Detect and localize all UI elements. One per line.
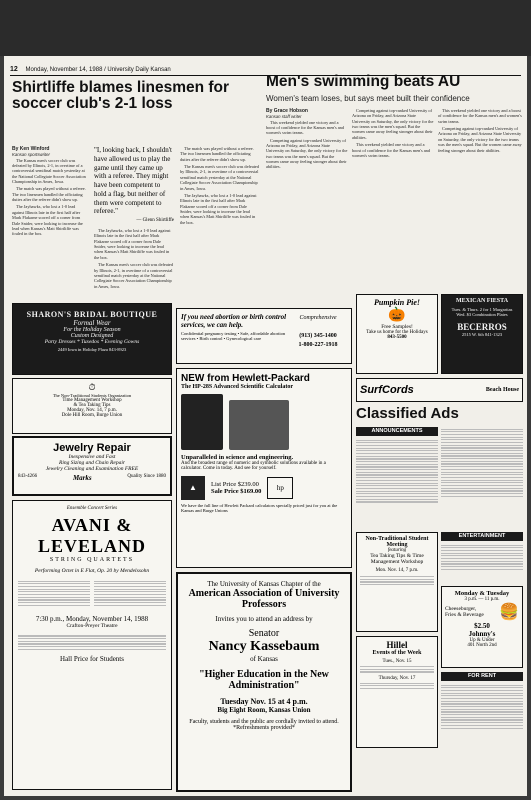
classified-entertainment-header: ENTERTAINMENT bbox=[441, 532, 523, 541]
hp-logo-icon: hp bbox=[267, 477, 293, 499]
ad-jewelry-footer bbox=[18, 474, 166, 482]
soccer-paragraph: The match was played without a referee. The two linesmen handled the officiating duties after the referee didn't show up. bbox=[12, 186, 86, 203]
ad-johnnys bbox=[441, 586, 523, 668]
clock-icon: ⏱ bbox=[88, 382, 96, 392]
ad-hp-title: NEW from Hewlett-Packard bbox=[181, 373, 310, 384]
ad-quartet-program: Performing Octet in E Flat, Op. 20 by Mendelssohn bbox=[34, 568, 150, 574]
ad-johnnys-special: Cheeseburger, Fries & Beverage bbox=[445, 606, 484, 618]
ad-ntso-workshop bbox=[12, 378, 172, 434]
ad-health-body: Confidential pregnancy testing • Safe, affordable abortion services • Birth control • Gynecological care bbox=[181, 331, 286, 341]
ad-health-phone-2: 1-800-227-1918 bbox=[298, 342, 338, 348]
swim-byline bbox=[266, 108, 348, 120]
viewer-background bbox=[0, 0, 531, 56]
ad-johnnys-sub: Up & Under bbox=[469, 638, 495, 643]
ad-jewelry-store: Marks bbox=[72, 474, 92, 482]
ad-ntso-line: Monday, Nov. 14, 7 p.m. bbox=[67, 408, 117, 413]
ad-hp-note: We have the full line of Hewlett Packard calculators specially priced just for you at the Kansas and Burge Unions bbox=[181, 503, 338, 513]
ad-hillel bbox=[356, 636, 438, 748]
swim-paragraph: This weekend yielded one victory and a boost of confidence for the Kansas men's and women's swim teams. bbox=[352, 142, 430, 158]
ad-jewelry-phone: 843-4266 bbox=[18, 474, 38, 479]
ad-hp-body: And the broadest range of numeric and symbolic solutions available in a calculator. Come in today. And see for yourself. bbox=[181, 461, 326, 471]
page-number: 12 bbox=[10, 66, 18, 73]
entertainment-column bbox=[441, 543, 523, 583]
ad-aaup-invite: Invites you to attend an address by bbox=[215, 615, 313, 623]
soccer-headline: Shirtliffe blames linesmen for soccer club's 2-1 loss bbox=[12, 79, 230, 113]
swim-column-2 bbox=[352, 108, 434, 304]
roster-right bbox=[94, 579, 166, 607]
classified-title: Classified Ads bbox=[356, 405, 459, 422]
ad-aaup-date: Tuesday Nov. 15 at 4 p.m. bbox=[220, 697, 308, 706]
pullquote-text: "I, looking back, I shouldn't have allowed us to play the game until they came up with a referee. They might have been competent to hold a flag, but neither of them were competent to referee." bbox=[94, 146, 172, 216]
classified-column-2 bbox=[441, 427, 523, 527]
swim-paragraph: Competing against top-ranked University of Arizona on Friday, and Arizona State University on Saturday, the only victory for the two teams was the men's squad. But the women came away feeling stronger about their abilities. bbox=[266, 137, 348, 170]
calculator-icon bbox=[181, 394, 223, 450]
ad-quartet-time: 7:30 p.m., Monday, November 14, 1988 bbox=[35, 615, 149, 624]
newspaper-page bbox=[4, 56, 527, 796]
ad-ntso-line: Dole Hill Room, Burge Union bbox=[61, 413, 123, 418]
ad-ntso-meeting-title: Non-Traditional Student Meeting bbox=[365, 536, 429, 548]
ad-aaup-footer: Faculty, students and the public are cordially invited to attend. *Refreshments provided* bbox=[189, 719, 339, 731]
soccer-paragraph: The Kansas men's soccer club was defeated by Illinois, 2-1, in overtime of a controversial semifinal match yesterday at the National Collegiate Soccer Association Championship in Ames, Iowa. bbox=[94, 262, 173, 289]
ad-health-org: Comprehensive bbox=[299, 315, 337, 321]
for-rent-column bbox=[441, 683, 523, 753]
soccer-byline-title: Kansan sportswriter bbox=[12, 152, 50, 158]
ad-pumpkin-pie bbox=[356, 294, 438, 374]
soccer-paragraph: The Jayhawks, who lost a 1-0 lead against Illinois late in the first half after Mark Flakarne scored off a corner from Dale Snider, were looking to increase the lead when Kansas's Matt Shirtliffe was fouled in the box. bbox=[94, 228, 171, 260]
ad-sharons-line: For the Holiday Season bbox=[63, 327, 121, 333]
ku-logo-icon: ▲ bbox=[181, 476, 205, 500]
ad-jewelry-line: Jewelry Cleaning and Examination FREE bbox=[45, 466, 139, 472]
ad-aaup-senator: Nancy Kassebaum bbox=[208, 639, 320, 654]
pullquote-attribution: — Glenn Shirtliffe bbox=[136, 218, 174, 222]
pumpkin-icon: 🎃 bbox=[388, 308, 406, 323]
ad-hillel-title: Events of the Week bbox=[372, 650, 422, 656]
soccer-pullquote bbox=[94, 146, 174, 222]
classified-announcements-header: ANNOUNCEMENTS bbox=[356, 427, 438, 436]
ad-sharons-bridal bbox=[12, 303, 172, 375]
page-header bbox=[10, 66, 171, 73]
ad-aaup-state: of Kansas bbox=[250, 655, 278, 663]
ad-hp-sale-price: Sale Price $169.00 bbox=[211, 488, 262, 495]
ad-johnnys-address: 401 North 2nd bbox=[467, 643, 497, 648]
ad-pumpkin-line: Take us home for the Holidays bbox=[366, 330, 428, 335]
ad-jewelry-tagline: Quality Since 1880 bbox=[127, 474, 166, 479]
ad-quartet-name: LEVELAND bbox=[37, 536, 147, 556]
ad-ntso-meeting-line: Tea Taking Tips & Time Management Workshop bbox=[370, 553, 424, 565]
ad-jewelry-title: Jewelry Repair bbox=[53, 442, 131, 454]
ad-pumpkin-phone: 843-5500 bbox=[387, 335, 407, 340]
ad-aaup-place: Big Eight Room, Kansas Union bbox=[217, 706, 311, 714]
ad-sharons-line: Formal Wear bbox=[73, 319, 111, 327]
ad-becerros-line: Wed. $3 Combination Plates bbox=[456, 312, 508, 317]
roster-left bbox=[18, 579, 90, 607]
ad-quartet-rosters bbox=[18, 579, 166, 607]
swim-column-1 bbox=[266, 108, 348, 304]
soccer-paragraph: The Kansas men's soccer club was defeated by Illinois, 2-1, in overtime of a controversial semifinal match yesterday at the National Collegiate Soccer Association Championship in Ames, Iowa. bbox=[12, 157, 86, 185]
ad-jewelry-line: Ring Sizing and Chain Repair bbox=[59, 460, 125, 466]
ad-hp-subtitle: The HP-28S Advanced Scientific Calculator bbox=[181, 384, 293, 390]
classified-for-rent-header: FOR RENT bbox=[441, 672, 523, 681]
ad-aaup-topic: "Higher Education in the New Administration" bbox=[199, 669, 329, 691]
soccer-paragraph: The Jayhawks, who lost a 1-0 lead against Illinois late in the first half after Mark Flakarne scored off a corner from Dale Snider, were looking to increase the lead when Kansas's Matt Shirtliffe was fouled in the box. bbox=[180, 192, 257, 225]
ad-becerros-address: 2515 W. 6th 841-1323 bbox=[461, 332, 503, 337]
swim-byline-name: By Grace Hobson bbox=[266, 108, 308, 114]
soccer-byline bbox=[12, 146, 88, 158]
ad-hp-visual bbox=[181, 394, 347, 450]
ad-johnnys-price: $2.50 bbox=[474, 622, 490, 630]
ad-sharons-name: SHARON'S BRIDAL BOUTIQUE bbox=[26, 310, 158, 319]
calculator-open-icon bbox=[229, 400, 289, 450]
swim-column-3 bbox=[438, 108, 522, 304]
ad-ntso-meeting-line: featuring bbox=[387, 548, 407, 553]
swim-paragraph: This weekend yielded one victory and a boost of confidence for the Kansas men's and women's swim teams. bbox=[438, 108, 522, 124]
ad-jewelry-line: Inexpensive and Fast bbox=[68, 454, 116, 460]
soccer-paragraph: The Kansas men's soccer club was defeated by Illinois, 2-1, in overtime of a controversial semifinal match yesterday at the National Collegiate Soccer Association Championship in Ames, Iowa. bbox=[180, 164, 259, 191]
ad-health-phone: (913) 345-1400 bbox=[299, 333, 337, 339]
ad-aaup-line: The University of Kansas Chapter of the bbox=[207, 580, 321, 588]
ad-ntso-line: Time Management Workshop bbox=[62, 398, 122, 403]
ad-quartet-place: Crafton-Preyer Theatre bbox=[66, 623, 118, 630]
swim-paragraph: Competing against top-ranked University of Arizona on Friday, and Arizona State University on Saturday, the only victory for the two teams was the men's squad. But the women came away feeling stronger about their abilities. bbox=[352, 108, 434, 140]
ad-sharons-line: Custom Designed bbox=[70, 333, 114, 339]
swim-paragraph: Competing against top-ranked University of Arizona on Friday, and Arizona State University on Saturday, the only victory for the two teams was the men's squad. But the women came away feeling stronger about their abilities. bbox=[438, 126, 522, 153]
soccer-paragraph: The match was played without a referee. The two linesmen handled the officiating duties after the referee didn't show up. bbox=[180, 146, 254, 162]
ad-quartet-sub: STRING QUARTETS bbox=[49, 557, 135, 563]
classified-column bbox=[356, 438, 438, 528]
swim-paragraph: This weekend yielded one victory and a boost of confidence for the Kansas men's and women's swim teams. bbox=[266, 119, 344, 136]
ad-quartet-name: AVANI & bbox=[51, 515, 133, 535]
ad-aaup-senator-label: Senator bbox=[248, 628, 280, 639]
ad-hillel-line: Tues., Nov. 15 bbox=[382, 659, 412, 664]
swim-subhead: Women's team loses, but says meet built their confidence bbox=[266, 94, 470, 103]
ad-ntso-meeting-date: Mon. Nov. 14, 7 p.m. bbox=[375, 568, 419, 573]
ad-becerros-line: Tues. & Thurs. 2 for 1 Margaritas bbox=[451, 307, 513, 312]
ad-string-quartets bbox=[12, 500, 172, 790]
ad-sharons-line: Party Dresses * Tuxedos * Evening Gowns bbox=[44, 339, 140, 345]
ad-hp-tagline: Unparalleled in science and engineering. bbox=[181, 454, 294, 461]
burger-icon: 🍔 bbox=[499, 604, 519, 621]
ad-surfcords-sub: Beach House bbox=[485, 387, 519, 393]
ad-hp-list-price: List Price $239.00 bbox=[211, 481, 259, 488]
ad-sharons-address: 2449 Iowa in Holiday Plaza 843-8923 bbox=[57, 347, 127, 352]
ad-becerros bbox=[441, 294, 523, 374]
ad-johnnys-title: Monday & Tuesday bbox=[454, 590, 510, 597]
ad-ntso-meeting bbox=[356, 532, 438, 632]
ad-ntso-line: & Tea Taking Tips bbox=[73, 403, 111, 408]
ad-pumpkin-line: Free Samples! bbox=[381, 324, 413, 330]
ad-surfcords bbox=[356, 378, 523, 402]
ad-jewelry-repair bbox=[12, 436, 172, 496]
ad-hp-prices bbox=[181, 476, 347, 500]
swim-byline-title: Kansan staff writer bbox=[266, 114, 302, 120]
ad-health-services bbox=[176, 308, 352, 364]
ad-hillel-name: Hillel bbox=[386, 640, 408, 650]
ad-becerros-title: MEXICAN FIESTA bbox=[455, 298, 509, 304]
soccer-byline-name: By Ken Winford bbox=[12, 146, 50, 152]
ad-concert-intro: Ensemble Concert Series bbox=[66, 506, 118, 511]
ad-quartet-hall: Hall Price for Students bbox=[60, 655, 124, 663]
ad-surfcords-name: SurfCords bbox=[360, 384, 414, 396]
dateline: Monday, November 14, 1988 / University Daily Kansan bbox=[25, 67, 171, 73]
ad-health-title: If you need abortion or birth control services, we can help. bbox=[181, 313, 287, 329]
ad-johnnys-name: Johnny's bbox=[468, 630, 496, 638]
ad-becerros-name: BECERROS bbox=[457, 322, 507, 332]
ad-pumpkin-title: Pumpkin Pie! bbox=[373, 298, 420, 307]
ad-aaup-address bbox=[176, 572, 352, 792]
ad-hillel-line: Thursday, Nov. 17 bbox=[378, 675, 416, 681]
ad-hewlett-packard bbox=[176, 368, 352, 568]
ad-johnnys-time: 3 p.m. — 11 p.m. bbox=[464, 597, 500, 602]
soccer-paragraph: The Jayhawks, who lost a 1-0 lead against Illinois late in the first half after Mark Flakarne scored off a corner from Dale Snider, were looking to increase the lead when Kansas's Matt Shirtliffe was fouled in the box. bbox=[12, 204, 83, 237]
ad-ntso-title: The Non-Traditional Students Organization bbox=[52, 393, 132, 398]
ad-aaup-org: American Association of University Professors bbox=[188, 588, 340, 610]
swim-headline: Men's swimming beats AU bbox=[266, 73, 461, 90]
